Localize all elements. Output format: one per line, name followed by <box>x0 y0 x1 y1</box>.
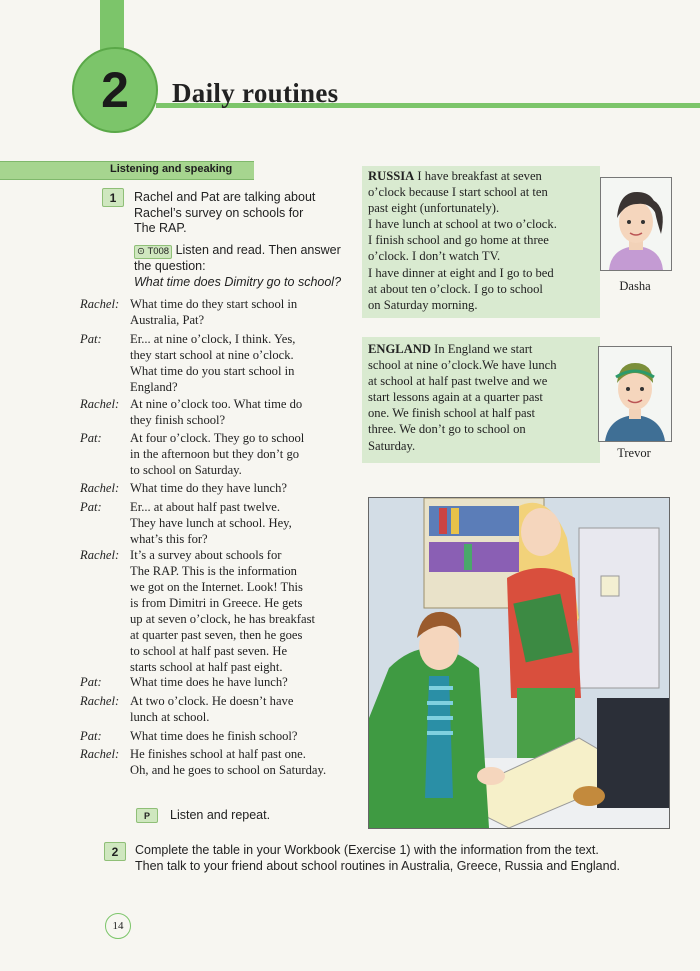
england-text <box>368 341 608 454</box>
speaker-label: Rachel: <box>80 397 120 411</box>
dialogue-line: Australia, Pat? <box>130 313 205 327</box>
speaker-label: Rachel: <box>80 747 120 761</box>
speaker-label: Pat: <box>80 675 102 689</box>
text-line: I finish school and go home at three <box>368 233 549 248</box>
page-number: 14 <box>105 913 131 939</box>
exercise-1-intro <box>134 190 374 237</box>
listen-repeat-text: Listen and repeat. <box>170 808 271 822</box>
speaker-label: Rachel: <box>80 297 120 311</box>
dialogue-line: At nine o’clock too. What time do <box>130 397 303 411</box>
text-line: school at nine o’clock.We have lunch <box>368 358 557 373</box>
dialogue-line: they start school at nine o’clock. <box>130 348 294 362</box>
trevor-portrait <box>598 346 672 442</box>
dialogue-line: they finish school? <box>130 413 226 427</box>
unit-title: Daily routines <box>172 78 339 108</box>
text-line: one. We finish school at half past <box>368 406 535 421</box>
dialogue-line: up at seven o’clock, he has breakfast <box>130 612 315 626</box>
exercise-1-number: 1 <box>102 188 124 207</box>
trevor-caption: Trevor <box>617 446 651 460</box>
text-line: In England we start <box>434 342 533 356</box>
text-line: on Saturday morning. <box>368 297 478 312</box>
country-label: RUSSIA <box>368 169 415 183</box>
intro-line: The RAP. <box>134 221 187 235</box>
speaker-label: Rachel: <box>80 548 120 562</box>
text-line: I have dinner at eight and I go to bed <box>368 265 554 280</box>
dialogue-line: to school at half past seven. He <box>130 644 288 658</box>
dialogue-line: At two o’clock. He doesn’t have <box>130 694 294 708</box>
intro-line: Rachel and Pat are talking about <box>134 190 316 204</box>
dialogue-line: Oh, and he goes to school on Saturday. <box>130 763 327 777</box>
exercise-2-text <box>135 843 655 874</box>
classroom-illustration <box>368 497 670 829</box>
dialogue-line: They have lunch at school. Hey, <box>130 516 292 530</box>
text-line: at school at half past twelve and we <box>368 374 548 389</box>
dialogue-line: He finishes school at half past one. <box>130 747 306 761</box>
speaker-label: Pat: <box>80 729 102 743</box>
text-line: Saturday. <box>368 438 416 453</box>
dialogue-line: At four o’clock. They go to school <box>130 431 305 445</box>
text-line: I have breakfast at seven <box>417 169 542 183</box>
exercise-2-number: 2 <box>104 842 126 861</box>
dialogue-line: we got on the Internet. Look! This <box>130 580 303 594</box>
text-line: start lessons again at a quarter past <box>368 390 543 405</box>
text-line: three. We don’t go to school on <box>368 422 526 437</box>
dialogue-line: at quarter past seven, then he goes <box>130 628 303 642</box>
dialogue-line: What time do they have lunch? <box>130 481 288 495</box>
speaker-label: Pat: <box>80 431 102 445</box>
country-label: ENGLAND <box>368 342 431 356</box>
dialogue-line: What time do they start school in <box>130 297 298 311</box>
dialogue-line: Er... at nine o’clock, I think. Yes, <box>130 332 296 346</box>
question: What time does Dimitry go to school? <box>134 274 342 289</box>
instruction-line: Listen and read. Then answer <box>175 243 341 257</box>
exercise-1-instruction <box>134 243 374 290</box>
text-line: at about ten o’clock. I go to school <box>368 281 543 296</box>
speaker-label: Pat: <box>80 500 102 514</box>
unit-number-badge: 2 <box>72 47 158 133</box>
instruction-line: Then talk to your friend about school routines in Australia, Greece, Russia and England. <box>135 858 621 873</box>
dialogue-line: What time do you start school in <box>130 364 295 378</box>
dialogue-line: It’s a survey about schools for <box>130 548 282 562</box>
dialogue-line: lunch at school. <box>130 710 210 724</box>
russia-text <box>368 168 608 313</box>
dasha-portrait <box>600 177 672 271</box>
instruction-line: the question: <box>134 259 206 273</box>
dialogue-line: starts school at half past eight. <box>130 660 283 674</box>
dialogue-line: The RAP. This is the information <box>130 564 297 578</box>
dialogue-line: what’s this for? <box>130 532 208 546</box>
intro-line: Rachel’s survey on schools for <box>134 205 304 220</box>
dialogue-line: is from Dimitri in Greece. He gets <box>130 596 303 610</box>
instruction-line: Complete the table in your Workbook (Exercise 1) with the information from the text. <box>135 843 599 857</box>
dialogue-line: Er... at about half past twelve. <box>130 500 281 514</box>
dialogue-line: England? <box>130 380 178 394</box>
speaker-label: Pat: <box>80 332 102 346</box>
pronunciation-badge: P <box>136 808 158 823</box>
speaker-label: Rachel: <box>80 481 120 495</box>
dialogue-line: to school on Saturday. <box>130 463 242 477</box>
track-number: T008 <box>147 246 170 257</box>
dialogue-line: What time does he finish school? <box>130 729 298 743</box>
dasha-caption: Dasha <box>619 279 651 293</box>
audio-track-badge[interactable] <box>134 245 172 259</box>
text-line: I have lunch at school at two o’clock. <box>368 217 557 232</box>
text-line: o’clock because I start school at ten <box>368 185 548 200</box>
speaker-label: Rachel: <box>80 694 120 708</box>
dialogue-line: in the afternoon but they don’t go <box>130 447 300 461</box>
text-line: o’clock. I don’t watch TV. <box>368 249 501 264</box>
cd-icon: ⊙ <box>137 246 145 257</box>
dialogue-line: What time does he have lunch? <box>130 675 288 689</box>
text-line: past eight (unfortunately). <box>368 201 500 216</box>
section-label: Listening and speaking <box>110 163 233 175</box>
